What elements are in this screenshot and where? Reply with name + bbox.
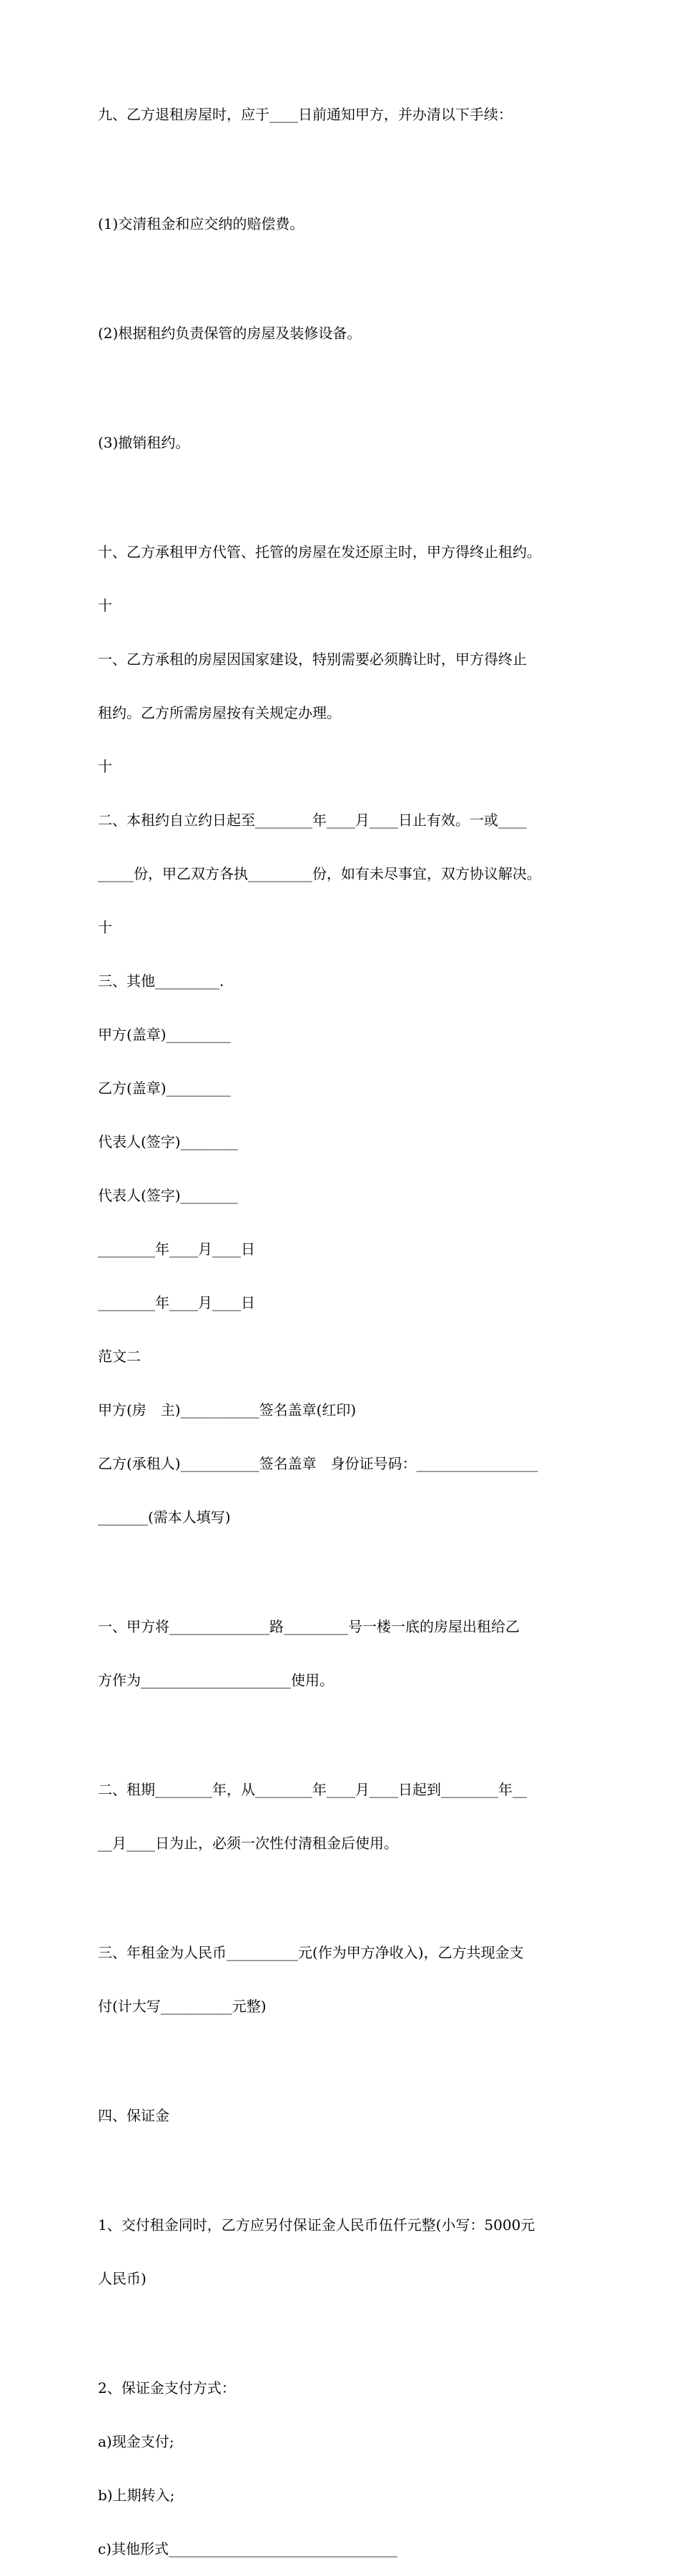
sample-two-heading: 范文二 <box>98 1348 141 1365</box>
section-4-heading: 四、保证金 <box>98 2107 169 2124</box>
deposit-item-1-line-1: 1、交付租金同时，乙方应另付保证金人民币伍仟元整(小写：5000元 <box>98 2216 535 2234</box>
party-b-seal: 乙方(盖章)_________ <box>98 1080 231 1097</box>
clause-10: 十、乙方承租甲方代管、托管的房屋在发还原主时，甲方得终止租约。 <box>98 543 541 561</box>
clause-11-prefix: 十 <box>98 597 112 614</box>
party-b-tenant-cont: _______(需本人填写) <box>98 1509 231 1526</box>
clause-11-line-1: 一、乙方承租的房屋因国家建设，特别需要必须腾让时，甲方得终止 <box>98 651 527 668</box>
section-1-line-2: 方作为_____________________使用。 <box>98 1672 334 1689</box>
clause-9-item-3: (3)撤销租约。 <box>98 434 190 451</box>
deposit-item-2: 2、保证金支付方式： <box>98 2379 236 2397</box>
clause-12-line-2: _____份，甲乙双方各执_________份，如有未尽事宜，双方协议解决。 <box>98 865 541 882</box>
clause-13-line: 三、其他_________. <box>98 972 224 990</box>
payment-option-c: c)其他形式________________________________ <box>98 2540 398 2557</box>
representative-signature-1: 代表人(签字)________ <box>98 1133 238 1150</box>
section-2-line-2: __月____日为止，必须一次性付清租金后使用。 <box>98 1835 398 1852</box>
clause-9: 九、乙方退租房屋时，应于____日前通知甲方，并办清以下手续： <box>98 106 512 123</box>
section-2-line-1: 二、租期________年，从________年____月____日起到________年__ <box>98 1781 527 1798</box>
section-3-line-1: 三、年租金为人民币__________元(作为甲方净收入)，乙方共现金支 <box>98 1944 524 1961</box>
section-1-line-1: 一、甲方将______________路_________号一楼一底的房屋出租给乙 <box>98 1618 520 1635</box>
party-a-seal: 甲方(盖章)_________ <box>98 1026 231 1043</box>
date-line-1: ________年____月____日 <box>98 1240 255 1258</box>
payment-option-a: a)现金支付; <box>98 2433 174 2450</box>
clause-9-item-1: (1)交清租金和应交纳的赔偿费。 <box>98 215 304 232</box>
deposit-item-1-line-2: 人民币) <box>98 2270 147 2287</box>
clause-11-line-2: 租约。乙方所需房屋按有关规定办理。 <box>98 704 341 721</box>
section-3-line-2: 付(计大写__________元整) <box>98 1998 267 2015</box>
date-line-2: ________年____月____日 <box>98 1294 255 1311</box>
clause-13-prefix: 十 <box>98 919 112 936</box>
document-body <box>98 70 584 2576</box>
party-a-landlord: 甲方(房 主)___________签名盖章(红印) <box>98 1401 357 1418</box>
representative-signature-2: 代表人(签字)________ <box>98 1187 238 1204</box>
clause-12-prefix: 十 <box>98 758 112 775</box>
payment-option-b: b)上期转入; <box>98 2487 175 2504</box>
clause-12-line-1: 二、本租约自立约日起至________年____月____日止有效。一或____ <box>98 811 527 829</box>
party-b-tenant: 乙方(承租人)___________签名盖章 身份证号码：_________________ <box>98 1455 538 1472</box>
clause-9-item-2: (2)根据租约负责保管的房屋及装修设备。 <box>98 325 362 342</box>
